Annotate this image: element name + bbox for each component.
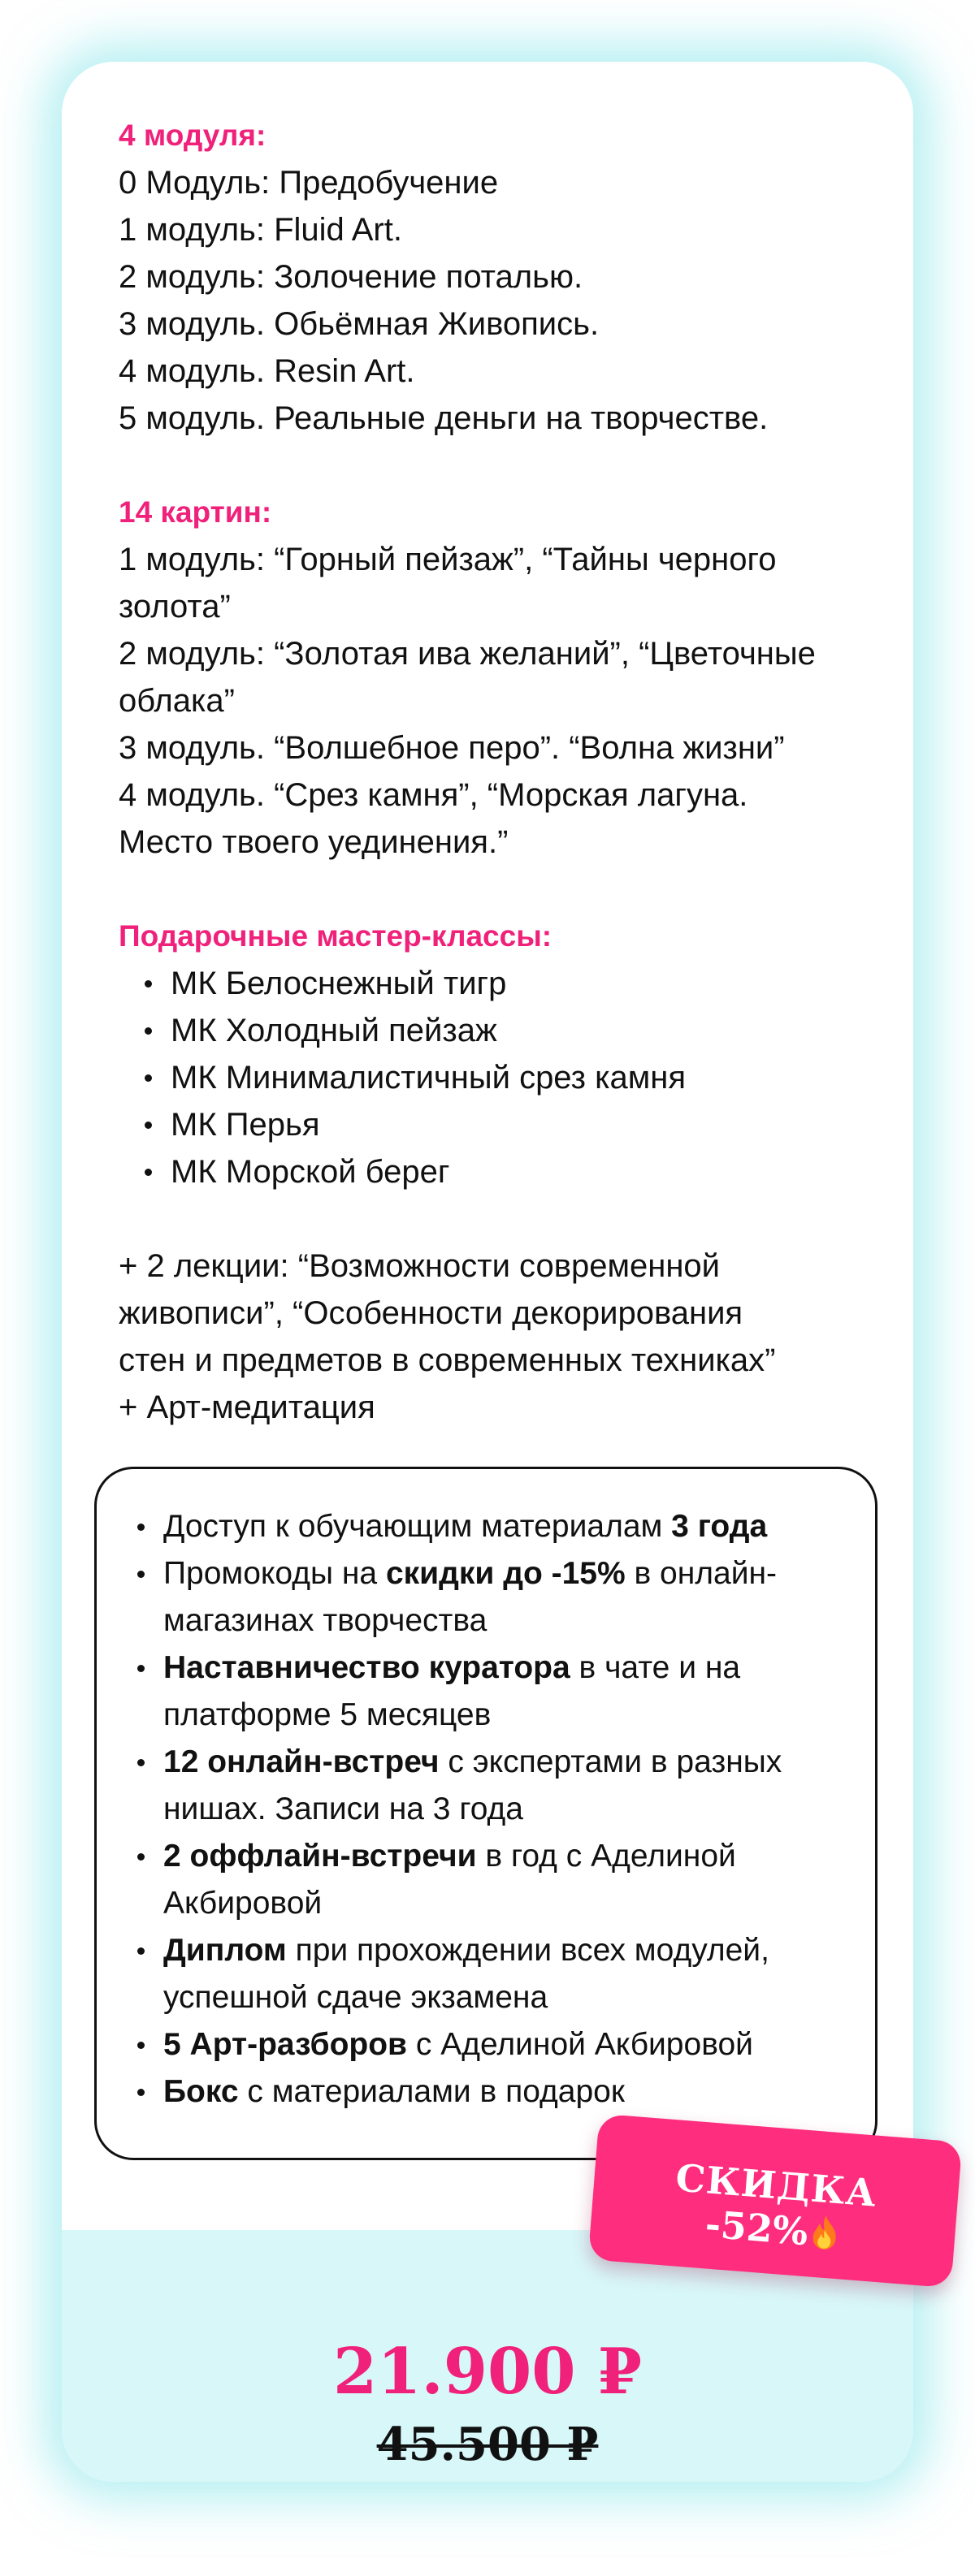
extras-line: + 2 лекции: “Возможности современной [119,1248,720,1284]
gift-item: МК Перья [119,1101,882,1148]
perk-item [129,1550,834,1645]
card-content [119,112,882,1478]
perk-text: при прохождении всех модулей, [286,1933,769,1968]
perk-item [129,2068,834,2116]
perk-item [129,1927,834,2021]
extras-line: + Арт-медитация [119,1390,375,1425]
module-line: 0 Модуль: Предобучение [119,165,499,201]
perk-item [129,1503,834,1550]
gifts-list [119,960,882,1195]
pricing-card [62,62,913,2482]
gift-item: МК Холодный пейзаж [119,1007,882,1054]
modules-title: 4 модуля: [119,119,266,152]
gift-item: МК Морской берег [119,1148,882,1195]
paintings-title: 14 картин: [119,495,272,529]
module-line: 1 модуль: Fluid Art. [119,212,402,248]
perk-text: с материалами в подарок [238,2074,625,2109]
discount-value: -52% [703,2202,810,2254]
discount-label: СКИДКА [674,2155,879,2215]
gift-item: МК Белоснежный тигр [119,960,882,1007]
perk-text-cont: магазинах творчества [163,1603,488,1638]
perk-text-cont: нишах. Записи на 3 года [163,1792,523,1826]
module-line: 4 модуль. Resin Art. [119,353,415,389]
perks-box [94,1467,878,2160]
module-line: 5 модуль. Реальные деньги на творчестве. [119,400,769,436]
perk-highlight: 5 Арт-разборов [163,2027,408,2062]
perk-highlight: скидки до -15% [385,1556,626,1591]
perk-item [129,2021,834,2068]
gift-item: МК Минималистичный срез камня [119,1054,882,1101]
painting-line: 1 модуль: “Горный пейзаж”, “Тайны черного [119,542,777,577]
perk-highlight: 3 года [671,1509,768,1544]
perk-highlight: Бокс [163,2074,239,2109]
paintings-section [119,489,882,866]
perk-highlight: 2 оффлайн-встречи [163,1839,477,1874]
painting-line: Место твоего уединения.” [119,824,509,860]
perk-item [129,1739,834,1833]
gifts-title: Подарочные мастер-классы: [119,919,552,953]
module-line: 3 модуль. Обьёмная Живопись. [119,306,600,342]
current-price: 21.900 ₽ [333,2335,642,2409]
painting-line: облака” [119,683,235,719]
extras-line: живописи”, “Особенности декорирования [119,1295,743,1331]
old-price: 45.500 ₽ [376,2418,599,2471]
modules-section [119,112,882,442]
gifts-section [119,913,882,1195]
perk-highlight: Диплом [163,1933,287,1968]
perk-text: Доступ к обучающим материалам [163,1509,672,1544]
perk-highlight: Наставничество куратора [163,1650,570,1685]
perk-text: с Аделиной Акбировой [407,2027,753,2062]
painting-line: 2 модуль: “Золотая ива желаний”, “Цветочные [119,636,816,672]
discount-badge [588,2114,963,2289]
perk-text-cont: успешной сдаче экзамена [163,1980,548,2015]
painting-line: 3 модуль. “Волшебное перо”. “Волна жизни” [119,730,785,766]
module-line: 2 модуль: Золочение поталью. [119,259,583,295]
fire-icon [808,2213,842,2253]
painting-line: 4 модуль. “Срез камня”, “Морская лагуна. [119,777,748,813]
perk-text: в чате и на [570,1650,741,1685]
perk-highlight: 12 онлайн-встреч [163,1744,440,1779]
painting-line: золота” [119,589,231,625]
perk-text: в онлайн- [625,1556,778,1591]
extras-section [119,1243,882,1431]
perk-text-cont: платформе 5 месяцев [163,1697,492,1732]
perk-text-cont: Акбировой [163,1886,323,1921]
perk-item [129,1833,834,1927]
perks-list [97,1469,875,2116]
perk-text: Промокоды на [163,1556,386,1591]
extras-line: стен и предметов в современных техниках” [119,1342,776,1378]
perk-text: в год с Аделиной [476,1839,736,1874]
perk-text: с экспертами в разных [439,1744,782,1779]
perk-item [129,1645,834,1739]
